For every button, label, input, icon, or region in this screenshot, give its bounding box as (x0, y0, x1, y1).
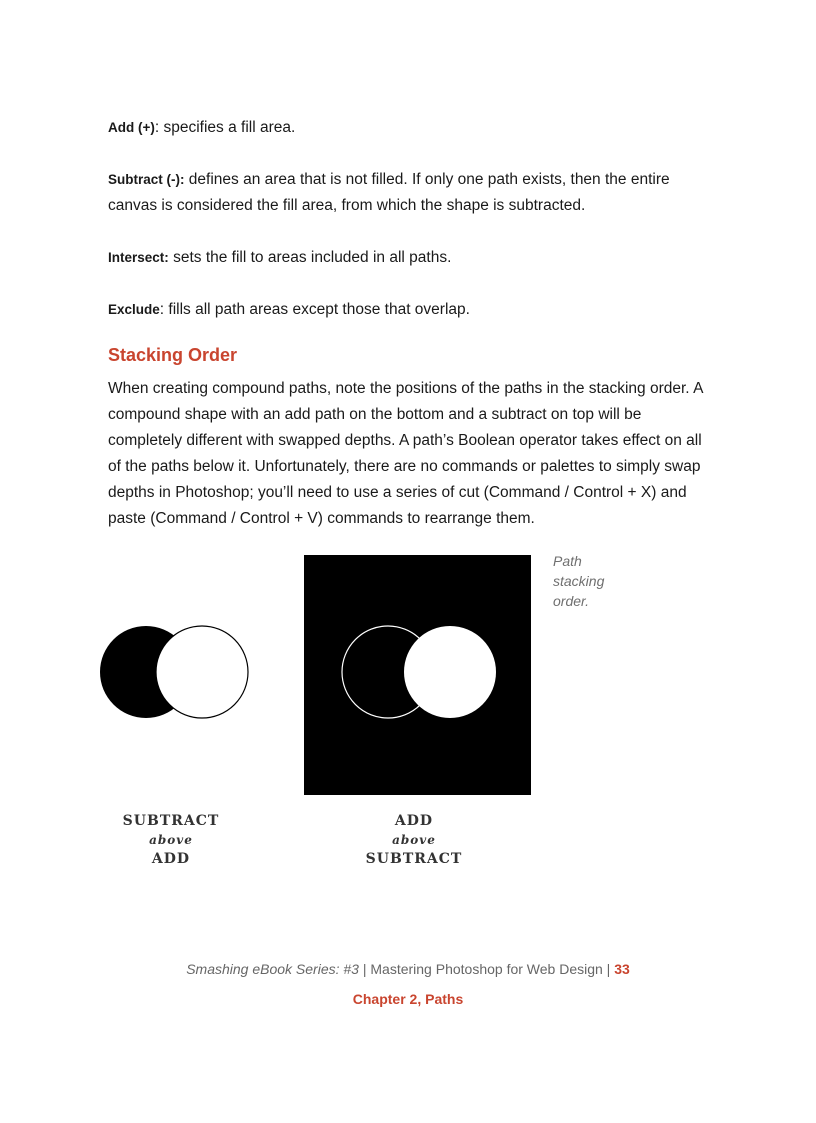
definition-text: defines an area that is not filled. If only one path exists, then the entire canvas is considered the fill area, from which the shape is subtracted. (108, 171, 670, 214)
page-number: 33 (614, 961, 630, 977)
definition-subtract (108, 167, 718, 219)
definition-text: sets the fill to areas included in all paths. (168, 249, 452, 266)
section-body: When creating compound paths, note the positions of the paths in the stacking order. A compound shape with an add path on the bottom and a subtract on top will be completely different with swapped depths. A path’s Boolean operator takes effect on all of the paths below it. Unfortunately, there are no commands or palettes to simply swap depths in Photoshop; you’ll need to use a series of cut (Command / Control + X) and paste (Command / Control + V) commands to rearrange them. (108, 380, 703, 527)
label-top: SUBTRACT (122, 813, 220, 829)
figure-add-above-subtract (304, 555, 531, 795)
definition-add (108, 115, 718, 141)
definition-text: : fills all path areas except those that overlap. (159, 301, 470, 318)
definition-term: Subtract (-): (108, 172, 185, 187)
definition-term: Add (+) (108, 120, 155, 135)
subtract-circle (156, 626, 248, 718)
label-middle: above (149, 833, 193, 847)
definition-intersect (108, 245, 718, 271)
add-circle-filled (404, 626, 496, 718)
figure-label-right (314, 811, 514, 869)
section-heading: Stacking Order (108, 345, 238, 365)
figure-label-left (71, 811, 271, 869)
definition-text: : specifies a fill area. (154, 119, 296, 136)
label-middle: above (392, 833, 436, 847)
figure-subtract-above-add (96, 620, 256, 729)
footer-separator: | (602, 961, 615, 977)
footer-chapter: Chapter 2, Paths (352, 991, 464, 1007)
footer-book-title: Mastering Photoshop for Web Design (370, 961, 603, 977)
page-footer (0, 958, 816, 980)
label-bottom: SUBTRACT (365, 851, 463, 867)
definition-exclude (108, 297, 718, 323)
figure-caption: Path stacking order. (553, 553, 605, 609)
label-top: ADD (394, 813, 434, 829)
venn-diagram-subtract-above-add (96, 620, 256, 724)
definition-term: Intersect: (108, 250, 169, 265)
footer-series: Smashing eBook Series: #3 (186, 961, 359, 977)
venn-diagram-add-above-subtract (340, 620, 500, 724)
footer-separator: | (358, 961, 371, 977)
definition-term: Exclude (108, 302, 160, 317)
label-bottom: ADD (151, 851, 191, 867)
